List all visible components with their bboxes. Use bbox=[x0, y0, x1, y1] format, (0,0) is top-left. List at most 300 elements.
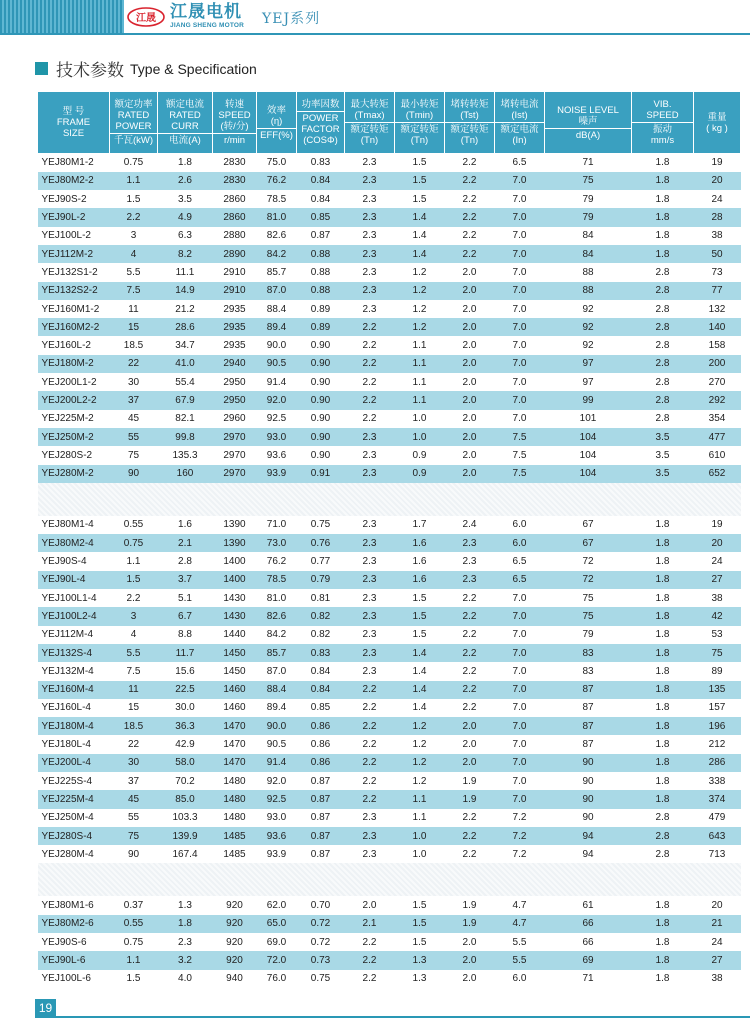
table-cell: 1.1 bbox=[395, 809, 445, 827]
table-cell: 2.4 bbox=[445, 516, 495, 534]
table-cell: 1.5 bbox=[395, 154, 445, 172]
table-cell: 0.87 bbox=[297, 790, 345, 808]
table-cell: 2.2 bbox=[345, 318, 395, 336]
table-cell: 2.3 bbox=[445, 571, 495, 589]
table-cell: 84 bbox=[545, 245, 632, 263]
table-row bbox=[38, 373, 741, 391]
table-cell: 82.6 bbox=[257, 607, 297, 625]
table-cell: 270 bbox=[694, 373, 741, 391]
table-cell: 94 bbox=[545, 845, 632, 863]
table-cell: 77 bbox=[694, 282, 741, 300]
table-row bbox=[38, 662, 741, 680]
table-cell: 0.55 bbox=[110, 915, 158, 933]
table-cell: 7.0 bbox=[495, 662, 545, 680]
table-cell: 1390 bbox=[213, 534, 257, 552]
table-cell: 7.0 bbox=[495, 227, 545, 245]
table-cell: 1400 bbox=[213, 571, 257, 589]
table-cell: 2.3 bbox=[345, 607, 395, 625]
table-cell: 90 bbox=[545, 809, 632, 827]
cell-model: YEJ90L-6 bbox=[38, 951, 110, 969]
table-cell: 2.3 bbox=[345, 552, 395, 570]
table-cell: 2935 bbox=[213, 318, 257, 336]
table-cell: 28.6 bbox=[158, 318, 213, 336]
table-cell: 0.76 bbox=[297, 534, 345, 552]
table-body bbox=[38, 154, 741, 988]
table-cell: 1450 bbox=[213, 662, 257, 680]
table-cell: 0.90 bbox=[297, 336, 345, 354]
table-cell: 7.5 bbox=[495, 446, 545, 464]
table-cell: 90 bbox=[110, 465, 158, 483]
table-cell: 6.0 bbox=[495, 970, 545, 988]
cell-model: YEJ200L-4 bbox=[38, 754, 110, 772]
table-cell: 58.0 bbox=[158, 754, 213, 772]
table-cell: 2.0 bbox=[445, 391, 495, 409]
table-cell: 7.0 bbox=[495, 626, 545, 644]
table-cell: 0.87 bbox=[297, 227, 345, 245]
table-cell: 42.9 bbox=[158, 735, 213, 753]
table-cell: 8.8 bbox=[158, 626, 213, 644]
table-cell: 2880 bbox=[213, 227, 257, 245]
table-cell: 200 bbox=[694, 355, 741, 373]
header-divider bbox=[0, 33, 750, 35]
table-cell: 1.8 bbox=[632, 552, 694, 570]
table-cell: 3.5 bbox=[632, 465, 694, 483]
table-cell: 0.87 bbox=[297, 809, 345, 827]
table-cell: 2860 bbox=[213, 190, 257, 208]
table-cell: 2.0 bbox=[445, 970, 495, 988]
table-cell: 2.2 bbox=[110, 208, 158, 226]
table-cell: 374 bbox=[694, 790, 741, 808]
table-cell: 6.0 bbox=[495, 534, 545, 552]
table-cell: 7.0 bbox=[495, 245, 545, 263]
table-cell: 2830 bbox=[213, 154, 257, 172]
table-cell: 212 bbox=[694, 735, 741, 753]
table-cell: 1.9 bbox=[445, 772, 495, 790]
table-cell: 7.0 bbox=[495, 681, 545, 699]
table-cell: 2.0 bbox=[445, 933, 495, 951]
table-cell: 22.5 bbox=[158, 681, 213, 699]
brand-logo-block bbox=[126, 2, 244, 32]
table-cell: 92.5 bbox=[257, 790, 297, 808]
table-cell: 1.9 bbox=[445, 915, 495, 933]
table-cell: 90 bbox=[545, 772, 632, 790]
table-cell: 0.87 bbox=[297, 845, 345, 863]
table-cell: 11 bbox=[110, 300, 158, 318]
table-cell: 1.2 bbox=[395, 300, 445, 318]
table-cell: 1.2 bbox=[395, 772, 445, 790]
table-cell: 1.6 bbox=[158, 516, 213, 534]
table-cell: 2.8 bbox=[632, 318, 694, 336]
table-cell: 2.2 bbox=[345, 735, 395, 753]
table-cell: 61 bbox=[545, 896, 632, 914]
table-cell: 4 bbox=[110, 626, 158, 644]
table-cell: 0.86 bbox=[297, 735, 345, 753]
table-row bbox=[38, 699, 741, 717]
table-cell: 2.3 bbox=[345, 465, 395, 483]
cell-model: YEJ160M-4 bbox=[38, 681, 110, 699]
table-cell: 2940 bbox=[213, 355, 257, 373]
table-cell: 92.0 bbox=[257, 772, 297, 790]
table-cell: 1.1 bbox=[395, 790, 445, 808]
table-cell: 93.9 bbox=[257, 845, 297, 863]
table-cell: 5.5 bbox=[110, 644, 158, 662]
table-cell: 79 bbox=[545, 626, 632, 644]
col-header-current: 额定电流 RATED CURR 电流(A) bbox=[158, 92, 213, 154]
table-cell: 0.89 bbox=[297, 300, 345, 318]
table-cell: 90 bbox=[545, 790, 632, 808]
table-cell: 14.9 bbox=[158, 282, 213, 300]
table-cell: 38 bbox=[694, 970, 741, 988]
table-cell: 6.7 bbox=[158, 607, 213, 625]
table-cell: 87.0 bbox=[257, 282, 297, 300]
table-cell: 4.0 bbox=[158, 970, 213, 988]
table-cell: 1480 bbox=[213, 790, 257, 808]
table-cell: 75 bbox=[110, 446, 158, 464]
table-cell: 2910 bbox=[213, 282, 257, 300]
table-row bbox=[38, 845, 741, 863]
table-cell: 2.3 bbox=[345, 172, 395, 190]
table-cell: 45 bbox=[110, 410, 158, 428]
table-cell: 90 bbox=[545, 754, 632, 772]
table-cell: 0.75 bbox=[110, 534, 158, 552]
table-cell: 1.8 bbox=[632, 896, 694, 914]
table-cell: 1.8 bbox=[632, 754, 694, 772]
table-cell: 1390 bbox=[213, 516, 257, 534]
table-cell: 1.3 bbox=[395, 970, 445, 988]
table-cell: 24 bbox=[694, 933, 741, 951]
table-cell: 1.9 bbox=[445, 790, 495, 808]
table-cell: 92 bbox=[545, 318, 632, 336]
table-row bbox=[38, 318, 741, 336]
table-cell: 78.5 bbox=[257, 571, 297, 589]
table-cell: 94 bbox=[545, 827, 632, 845]
table-cell: 1.5 bbox=[395, 626, 445, 644]
table-row bbox=[38, 951, 741, 969]
cell-model: YEJ160L-2 bbox=[38, 336, 110, 354]
table-cell: 1470 bbox=[213, 717, 257, 735]
table-cell: 1.7 bbox=[395, 516, 445, 534]
cell-model: YEJ80M2-6 bbox=[38, 915, 110, 933]
table-cell: 1.0 bbox=[395, 410, 445, 428]
table-cell: 75 bbox=[545, 589, 632, 607]
table-row bbox=[38, 790, 741, 808]
table-cell: 2.2 bbox=[445, 809, 495, 827]
table-cell: 91.4 bbox=[257, 373, 297, 391]
table-cell: 920 bbox=[213, 896, 257, 914]
table-row bbox=[38, 717, 741, 735]
table-cell: 92.5 bbox=[257, 410, 297, 428]
table-cell: 2.8 bbox=[632, 263, 694, 281]
table-cell: 2960 bbox=[213, 410, 257, 428]
table-row bbox=[38, 154, 741, 172]
table-row bbox=[38, 534, 741, 552]
table-cell: 1470 bbox=[213, 754, 257, 772]
table-cell: 6.5 bbox=[495, 571, 545, 589]
table-header-row bbox=[38, 92, 741, 154]
table-cell: 2.8 bbox=[632, 845, 694, 863]
cell-model: YEJ90S-4 bbox=[38, 552, 110, 570]
table-cell: 55.4 bbox=[158, 373, 213, 391]
table-cell: 2.8 bbox=[632, 809, 694, 827]
table-cell: 0.90 bbox=[297, 373, 345, 391]
table-cell: 1430 bbox=[213, 607, 257, 625]
table-cell: 2830 bbox=[213, 172, 257, 190]
table-cell: 2.2 bbox=[445, 589, 495, 607]
table-cell: 2.2 bbox=[445, 227, 495, 245]
table-cell: 2.3 bbox=[345, 300, 395, 318]
cell-model: YEJ100L-2 bbox=[38, 227, 110, 245]
cell-model: YEJ100L2-4 bbox=[38, 607, 110, 625]
table-cell: 7.0 bbox=[495, 300, 545, 318]
table-cell: 83 bbox=[545, 644, 632, 662]
table-cell: 1.8 bbox=[632, 626, 694, 644]
table-cell: 1.5 bbox=[395, 933, 445, 951]
table-cell: 2860 bbox=[213, 208, 257, 226]
table-cell: 2.0 bbox=[445, 465, 495, 483]
cell-model: YEJ180M-4 bbox=[38, 717, 110, 735]
table-cell: 0.90 bbox=[297, 355, 345, 373]
table-cell: 7.0 bbox=[495, 754, 545, 772]
table-cell: 1.1 bbox=[395, 391, 445, 409]
table-cell: 2.2 bbox=[445, 172, 495, 190]
table-cell: 55 bbox=[110, 428, 158, 446]
table-cell: 37 bbox=[110, 391, 158, 409]
table-cell: 1.4 bbox=[395, 644, 445, 662]
table-cell: 132 bbox=[694, 300, 741, 318]
table-cell: 2.3 bbox=[345, 845, 395, 863]
table-row bbox=[38, 735, 741, 753]
table-cell: 75 bbox=[110, 827, 158, 845]
table-cell: 90.0 bbox=[257, 336, 297, 354]
table-cell: 3.5 bbox=[158, 190, 213, 208]
table-cell: 7.0 bbox=[495, 699, 545, 717]
table-cell: 2.2 bbox=[345, 970, 395, 988]
table-cell: 1.8 bbox=[632, 735, 694, 753]
table-cell: 0.88 bbox=[297, 245, 345, 263]
table-cell: 92 bbox=[545, 300, 632, 318]
table-cell: 0.70 bbox=[297, 896, 345, 914]
table-cell: 1460 bbox=[213, 681, 257, 699]
table-cell: 87.0 bbox=[257, 662, 297, 680]
table-cell: 27 bbox=[694, 571, 741, 589]
table-cell: 2.3 bbox=[345, 154, 395, 172]
table-cell: 160 bbox=[158, 465, 213, 483]
table-cell: 0.81 bbox=[297, 589, 345, 607]
cell-model: YEJ112M-2 bbox=[38, 245, 110, 263]
table-cell: 2.2 bbox=[345, 717, 395, 735]
table-cell: 2.3 bbox=[345, 662, 395, 680]
table-cell: 75.0 bbox=[257, 154, 297, 172]
table-cell: 940 bbox=[213, 970, 257, 988]
table-row bbox=[38, 552, 741, 570]
table-cell: 2.2 bbox=[445, 827, 495, 845]
table-cell: 69 bbox=[545, 951, 632, 969]
cell-model: YEJ280M-4 bbox=[38, 845, 110, 863]
section-title-en: Type & Specification bbox=[130, 60, 257, 77]
table-cell: 7.5 bbox=[110, 662, 158, 680]
table-cell: 2.0 bbox=[345, 896, 395, 914]
table-cell: 2.0 bbox=[445, 735, 495, 753]
table-cell: 2.0 bbox=[445, 717, 495, 735]
table-cell: 7.0 bbox=[495, 263, 545, 281]
table-cell: 1.9 bbox=[445, 896, 495, 914]
table-cell: 82.1 bbox=[158, 410, 213, 428]
table-cell: 7.0 bbox=[495, 717, 545, 735]
table-cell: 338 bbox=[694, 772, 741, 790]
table-cell: 1.8 bbox=[632, 607, 694, 625]
table-cell: 158 bbox=[694, 336, 741, 354]
table-cell: 76.0 bbox=[257, 970, 297, 988]
table-cell: 2.2 bbox=[345, 933, 395, 951]
table-cell: 2.0 bbox=[445, 428, 495, 446]
table-cell: 0.37 bbox=[110, 896, 158, 914]
table-cell: 21.2 bbox=[158, 300, 213, 318]
table-cell: 1.1 bbox=[395, 355, 445, 373]
table-cell: 1.4 bbox=[395, 245, 445, 263]
table-cell: 4 bbox=[110, 245, 158, 263]
table-cell: 7.5 bbox=[495, 465, 545, 483]
table-cell: 2.0 bbox=[445, 754, 495, 772]
table-cell: 93.6 bbox=[257, 446, 297, 464]
table-cell: 2.3 bbox=[445, 552, 495, 570]
table-cell: 73.0 bbox=[257, 534, 297, 552]
table-cell: 920 bbox=[213, 951, 257, 969]
table-row bbox=[38, 428, 741, 446]
table-cell: 2.2 bbox=[445, 626, 495, 644]
table-cell: 1450 bbox=[213, 644, 257, 662]
group-separator bbox=[38, 863, 741, 896]
table-cell: 0.84 bbox=[297, 681, 345, 699]
cell-model: YEJ225M-4 bbox=[38, 790, 110, 808]
col-header-power-factor: 功率因数 POWER FACTOR (COSΦ) bbox=[297, 92, 345, 154]
table-cell: 1.8 bbox=[632, 699, 694, 717]
table-cell: 2.3 bbox=[345, 245, 395, 263]
cell-model: YEJ250M-4 bbox=[38, 809, 110, 827]
cell-model: YEJ80M1-6 bbox=[38, 896, 110, 914]
table-cell: 88 bbox=[545, 263, 632, 281]
table-cell: 1.1 bbox=[110, 951, 158, 969]
table-cell: 1.2 bbox=[395, 735, 445, 753]
table-row bbox=[38, 282, 741, 300]
table-cell: 2950 bbox=[213, 373, 257, 391]
table-cell: 2.8 bbox=[632, 391, 694, 409]
table-cell: 286 bbox=[694, 754, 741, 772]
table-cell: 2.2 bbox=[110, 589, 158, 607]
table-cell: 2.2 bbox=[445, 662, 495, 680]
table-row bbox=[38, 227, 741, 245]
page-number: 19 bbox=[35, 999, 56, 1018]
table-cell: 1.2 bbox=[395, 318, 445, 336]
table-cell: 2.8 bbox=[632, 336, 694, 354]
table-cell: 2.3 bbox=[345, 446, 395, 464]
table-cell: 1.8 bbox=[632, 516, 694, 534]
table-cell: 84 bbox=[545, 227, 632, 245]
table-cell: 3 bbox=[110, 607, 158, 625]
table-cell: 2935 bbox=[213, 336, 257, 354]
table-row bbox=[38, 754, 741, 772]
table-cell: 22 bbox=[110, 735, 158, 753]
table-cell: 1.2 bbox=[395, 263, 445, 281]
col-header-tst: 堵转转矩 (Tst) 额定转矩 (Tn) bbox=[445, 92, 495, 154]
table-cell: 2.0 bbox=[445, 355, 495, 373]
table-cell: 87 bbox=[545, 681, 632, 699]
table-cell: 7.0 bbox=[495, 208, 545, 226]
table-cell: 7.2 bbox=[495, 809, 545, 827]
table-cell: 2.2 bbox=[345, 410, 395, 428]
table-cell: 2.3 bbox=[345, 428, 395, 446]
table-cell: 1480 bbox=[213, 772, 257, 790]
table-cell: 1470 bbox=[213, 735, 257, 753]
table-cell: 67 bbox=[545, 516, 632, 534]
table-cell: 7.2 bbox=[495, 827, 545, 845]
table-cell: 93.0 bbox=[257, 428, 297, 446]
cell-model: YEJ90L-4 bbox=[38, 571, 110, 589]
table-cell: 1.8 bbox=[632, 790, 694, 808]
table-cell: 0.89 bbox=[297, 318, 345, 336]
table-cell: 104 bbox=[545, 446, 632, 464]
table-row bbox=[38, 607, 741, 625]
table-cell: 66 bbox=[545, 915, 632, 933]
table-cell: 2.3 bbox=[158, 933, 213, 951]
table-cell: 7.0 bbox=[495, 355, 545, 373]
table-cell: 1.2 bbox=[395, 717, 445, 735]
table-cell: 42 bbox=[694, 607, 741, 625]
cell-model: YEJ80M1-2 bbox=[38, 154, 110, 172]
table-cell: 55 bbox=[110, 809, 158, 827]
section-title-cn: 技术参数 bbox=[56, 61, 124, 81]
group-separator bbox=[38, 483, 741, 516]
table-cell: 7.0 bbox=[495, 391, 545, 409]
table-cell: 7.2 bbox=[495, 845, 545, 863]
table-cell: 2.2 bbox=[445, 607, 495, 625]
table-cell: 2.2 bbox=[345, 951, 395, 969]
table-cell: 2.0 bbox=[445, 951, 495, 969]
heading-square-icon bbox=[35, 62, 48, 75]
table-cell: 0.88 bbox=[297, 282, 345, 300]
cell-model: YEJ80M2-2 bbox=[38, 172, 110, 190]
cell-model: YEJ132S2-2 bbox=[38, 282, 110, 300]
table-cell: 2.2 bbox=[345, 772, 395, 790]
table-cell: 1485 bbox=[213, 827, 257, 845]
table-row bbox=[38, 772, 741, 790]
table-cell: 67.9 bbox=[158, 391, 213, 409]
table-cell: 3.7 bbox=[158, 571, 213, 589]
table-cell: 2.2 bbox=[345, 336, 395, 354]
table-cell: 6.5 bbox=[495, 552, 545, 570]
col-header-speed: 转速 SPEED (转/分) r/min bbox=[213, 92, 257, 154]
table-cell: 196 bbox=[694, 717, 741, 735]
table-cell: 65.0 bbox=[257, 915, 297, 933]
table-cell: 7.0 bbox=[495, 644, 545, 662]
table-cell: 2.8 bbox=[632, 355, 694, 373]
table-cell: 0.75 bbox=[110, 154, 158, 172]
table-cell: 2.3 bbox=[345, 282, 395, 300]
table-cell: 2.8 bbox=[632, 373, 694, 391]
cell-model: YEJ180M-2 bbox=[38, 355, 110, 373]
table-cell: 15 bbox=[110, 318, 158, 336]
table-cell: 87 bbox=[545, 717, 632, 735]
table-cell: 1.5 bbox=[395, 589, 445, 607]
table-cell: 0.88 bbox=[297, 263, 345, 281]
table-cell: 1.4 bbox=[395, 681, 445, 699]
table-cell: 2.3 bbox=[345, 589, 395, 607]
table-cell: 1.6 bbox=[395, 534, 445, 552]
table-cell: 90 bbox=[110, 845, 158, 863]
table-cell: 1.8 bbox=[632, 172, 694, 190]
table-cell: 2.6 bbox=[158, 172, 213, 190]
table-cell: 81.0 bbox=[257, 589, 297, 607]
cell-model: YEJ200L1-2 bbox=[38, 373, 110, 391]
